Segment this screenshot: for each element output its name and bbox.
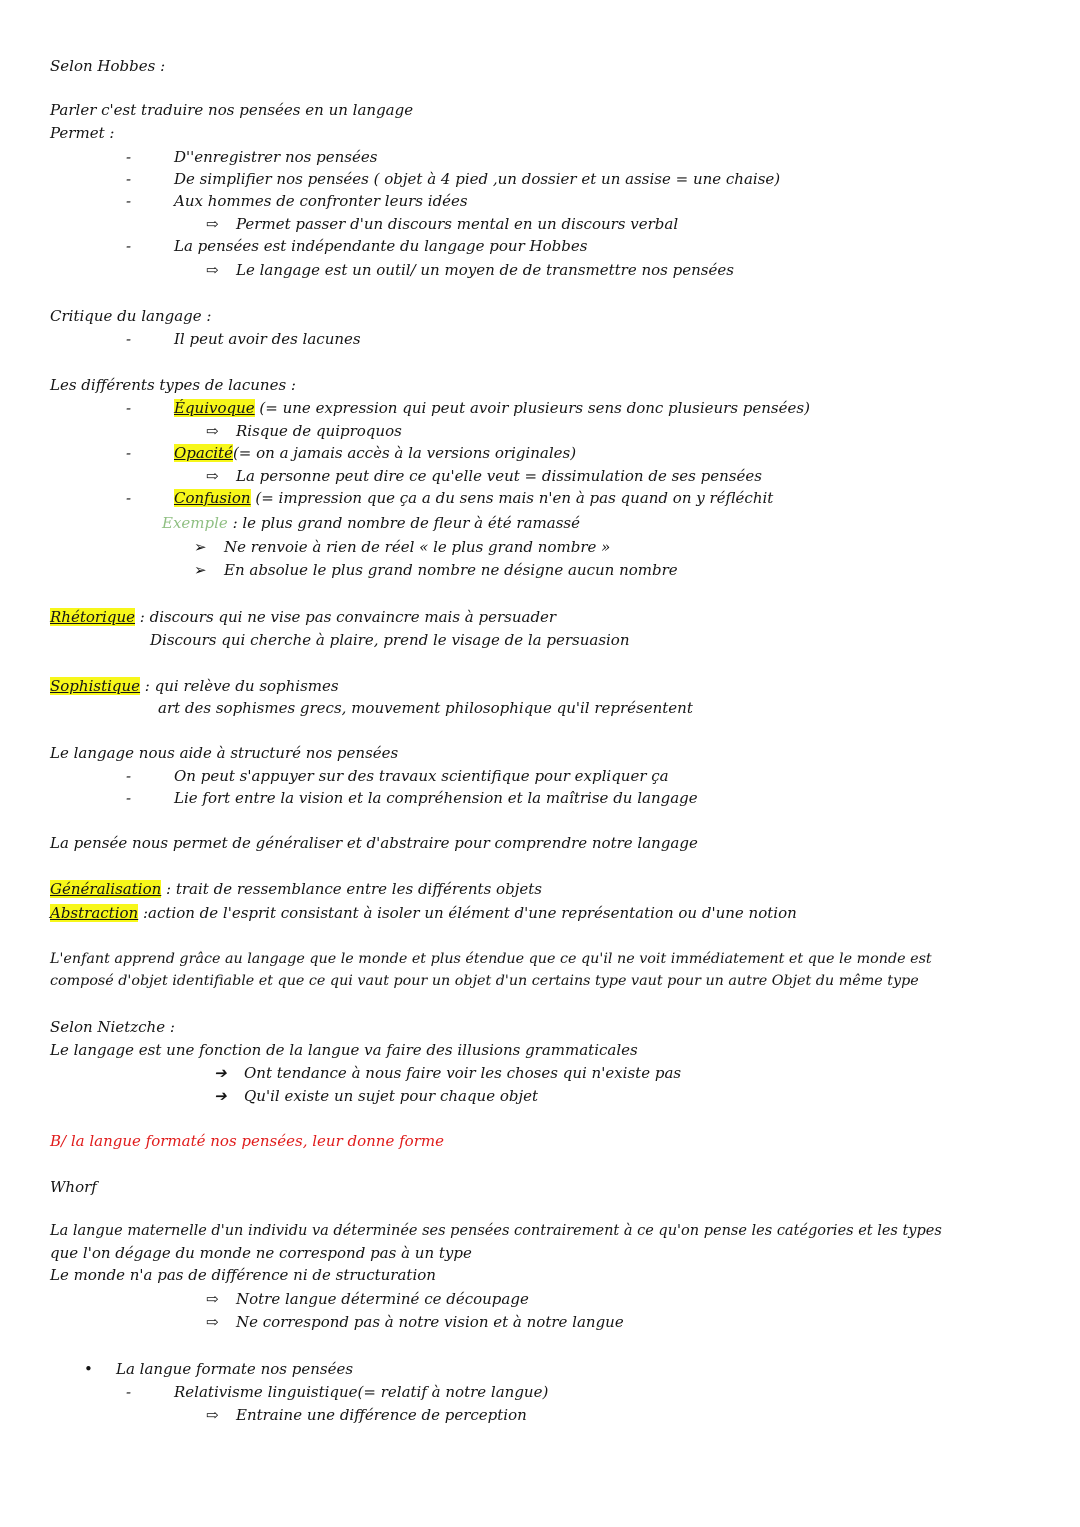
whorf-line-2: que l'on dégage du monde ne correspond pas à un type bbox=[50, 1244, 472, 1262]
nietzsche-title: Selon Nietzche : bbox=[50, 1018, 175, 1036]
arrow-item: ➔ Qu'il existe un sujet pour chaque objet bbox=[214, 1087, 539, 1105]
critique-title: Critique du langage : bbox=[50, 307, 212, 325]
list-item: - D''enregistrer nos pensées bbox=[126, 148, 378, 166]
highlighted-term: Équivoque bbox=[174, 399, 255, 417]
arrow-right-icon: ⇨ bbox=[206, 215, 219, 233]
highlighted-term: Abstraction bbox=[50, 904, 139, 922]
arrow-item: ⇨ Entraine une différence de perception bbox=[206, 1406, 527, 1424]
list-item: - Confusion (= impression que ça a du sens mais n'en à pas quand on y réfléchit bbox=[126, 489, 774, 507]
bullet-dot-icon: • bbox=[84, 1360, 93, 1378]
dash-marker: - bbox=[126, 399, 132, 417]
arrow-item: ⇨ Risque de quiproquos bbox=[206, 422, 402, 440]
arrow-item: ⇨ La personne peut dire ce qu'elle veut = dissimulation de ses pensées bbox=[206, 467, 762, 485]
whorf-title: Whorf bbox=[50, 1178, 97, 1196]
arrow-right-icon: ⇨ bbox=[206, 467, 219, 485]
structure-title: Le langage nous aide à structuré nos pensées bbox=[50, 744, 399, 762]
dash-marker: - bbox=[126, 444, 132, 462]
hobbes-intro: Parler c'est traduire nos pensées en un langage bbox=[50, 101, 414, 119]
list-item: - Il peut avoir des lacunes bbox=[126, 330, 361, 348]
hobbes-permet: Permet : bbox=[50, 124, 115, 142]
triangle-item: ➢ Ne renvoie à rien de réel « le plus grand nombre » bbox=[194, 538, 611, 556]
list-item: - Lie fort entre la vision et la compréhension et la maîtrise du langage bbox=[126, 789, 698, 807]
dash-marker: - bbox=[126, 237, 132, 255]
arrow-right-icon: ⇨ bbox=[206, 261, 219, 279]
dash-marker: - bbox=[126, 330, 132, 348]
arrow-item: ⇨ Notre langue déterminé ce découpage bbox=[206, 1290, 529, 1308]
enfant-line-1: L'enfant apprend grâce au langage que le monde et plus étendue que ce qu'il ne voit immédiatement et que le monde est bbox=[50, 951, 932, 967]
dash-marker: - bbox=[126, 1383, 132, 1401]
arrow-right-icon: ⇨ bbox=[206, 422, 219, 440]
arrow-item: ➔ Ont tendance à nous faire voir les choses qui n'existe pas bbox=[214, 1064, 682, 1082]
rhetorique-line: Rhétorique : discours qui ne vise pas convaincre mais à persuader bbox=[50, 608, 557, 626]
bullet-item: • La langue formate nos pensées bbox=[84, 1360, 354, 1378]
list-item: - Relativisme linguistique(= relatif à notre langue) bbox=[126, 1383, 549, 1401]
list-item: - De simplifier nos pensées ( objet à 4 pied ,un dossier et un assise = une chaise) bbox=[126, 170, 781, 188]
arrow-item: ⇨ Permet passer d'un discours mental en un discours verbal bbox=[206, 215, 679, 233]
lacunes-title: Les différents types de lacunes : bbox=[50, 376, 296, 394]
arrow-item: ⇨ Le langage est un outil/ un moyen de de transmettre nos pensées bbox=[206, 261, 734, 279]
highlighted-term: Rhétorique bbox=[50, 608, 135, 626]
arrow-solid-icon: ➔ bbox=[214, 1064, 227, 1082]
dash-marker: - bbox=[126, 789, 132, 807]
sophistique-def2: art des sophismes grecs, mouvement philosophique qu'il représentent bbox=[158, 699, 693, 717]
example-label: Exemple bbox=[162, 514, 228, 532]
sophistique-line: Sophistique : qui relève du sophismes bbox=[50, 677, 339, 695]
triangle-item: ➢ En absolue le plus grand nombre ne désigne aucun nombre bbox=[194, 561, 678, 579]
dash-marker: - bbox=[126, 767, 132, 785]
dash-marker: - bbox=[126, 192, 132, 210]
dash-marker: - bbox=[126, 148, 132, 166]
enfant-line-2: composé d'objet identifiable et que ce qui vaut pour un objet d'un certains type vaut pour un autre Objet du même type bbox=[50, 973, 919, 989]
highlighted-term: Opacité bbox=[174, 444, 233, 462]
hobbes-title: Selon Hobbes : bbox=[50, 57, 166, 75]
list-item: - Équivoque (= une expression qui peut avoir plusieurs sens donc plusieurs pensées) bbox=[126, 399, 810, 417]
list-item: - On peut s'appuyer sur des travaux scientifique pour expliquer ça bbox=[126, 767, 669, 785]
list-item: - Opacité(= on a jamais accès à la versions originales) bbox=[126, 444, 577, 462]
example-line: Exemple : le plus grand nombre de fleur à été ramassé bbox=[162, 514, 580, 532]
arrow-solid-icon: ➔ bbox=[214, 1087, 227, 1105]
nietzsche-line: Le langage est une fonction de la langue va faire des illusions grammaticales bbox=[50, 1041, 638, 1059]
arrow-right-icon: ⇨ bbox=[206, 1313, 219, 1331]
list-item: - La pensées est indépendante du langage pour Hobbes bbox=[126, 237, 588, 255]
pensee-line: La pensée nous permet de généraliser et d'abstraire pour comprendre notre langage bbox=[50, 834, 698, 852]
triangle-bullet-icon: ➢ bbox=[194, 561, 207, 579]
dash-marker: - bbox=[126, 489, 132, 507]
highlighted-term: Confusion bbox=[174, 489, 251, 507]
whorf-line-1: La langue maternelle d'un individu va déterminée ses pensées contrairement à ce qu'on pense les catégories et les types bbox=[50, 1223, 942, 1239]
arrow-item: ⇨ Ne correspond pas à notre vision et à notre langue bbox=[206, 1313, 624, 1331]
list-item: - Aux hommes de confronter leurs idées bbox=[126, 192, 468, 210]
dash-marker: - bbox=[126, 170, 132, 188]
highlighted-term: Sophistique bbox=[50, 677, 141, 695]
whorf-line-3: Le monde n'a pas de différence ni de structuration bbox=[50, 1266, 436, 1284]
section-b-heading: B/ la langue formaté nos pensées, leur donne forme bbox=[50, 1132, 444, 1150]
arrow-right-icon: ⇨ bbox=[206, 1290, 219, 1308]
rhetorique-def2: Discours qui cherche à plaire, prend le visage de la persuasion bbox=[150, 631, 630, 649]
highlighted-term: Généralisation bbox=[50, 880, 162, 898]
triangle-bullet-icon: ➢ bbox=[194, 538, 207, 556]
abstraction-line: Abstraction :action de l'esprit consistant à isoler un élément d'une représentation ou d'une notion bbox=[50, 904, 797, 922]
generalisation-line: Généralisation : trait de ressemblance entre les différents objets bbox=[50, 880, 542, 898]
arrow-right-icon: ⇨ bbox=[206, 1406, 219, 1424]
